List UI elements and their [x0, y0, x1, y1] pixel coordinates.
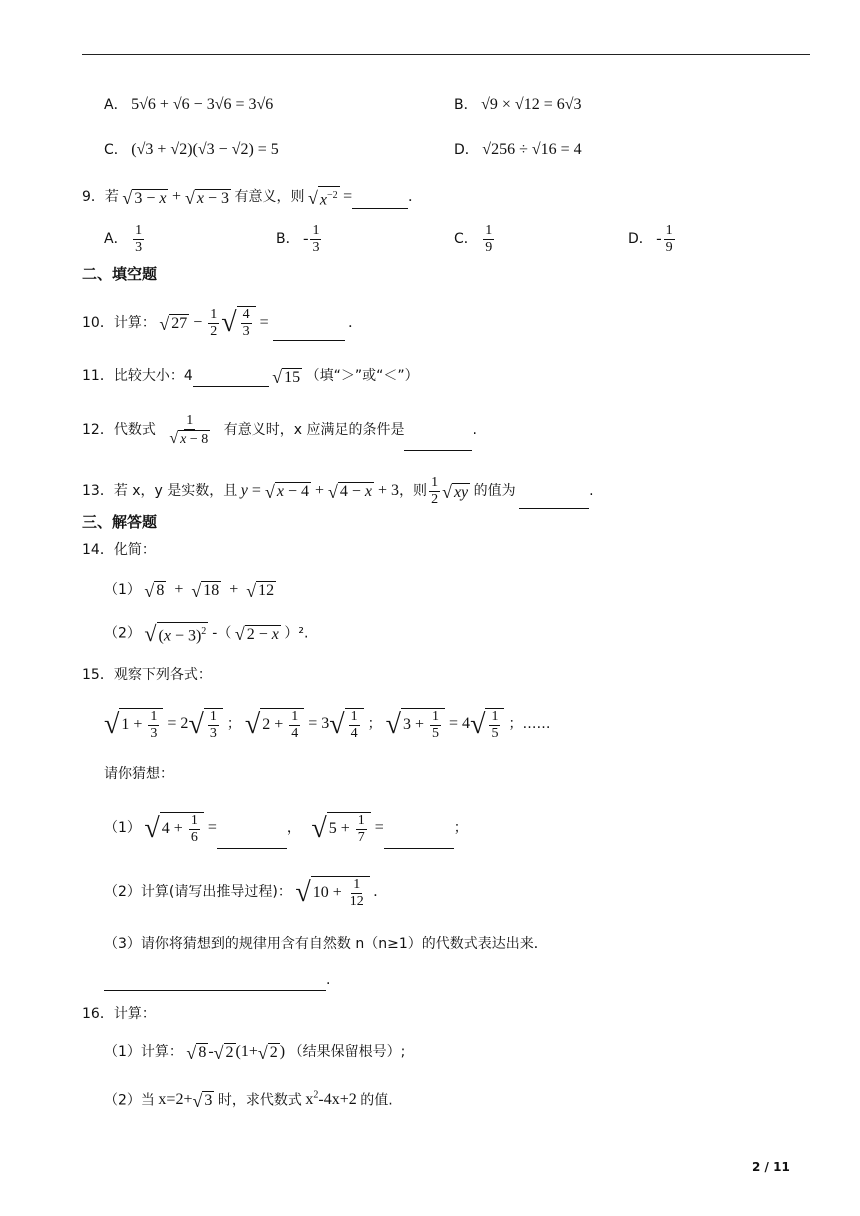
denominator: 9 — [485, 240, 493, 256]
header-rule — [82, 54, 810, 55]
q8-c-expr: (√3 + √2)(√3 − √2) = 5 — [131, 141, 279, 158]
option-label: B． — [276, 231, 300, 247]
option-label: D． — [628, 231, 653, 247]
ellipsis: …… — [522, 716, 551, 732]
q16-title: 16．计算： — [82, 1006, 156, 1022]
q12 — [82, 410, 477, 451]
line-end: . — [326, 972, 331, 988]
q16-end: 的值. — [360, 1092, 393, 1109]
option-label: C． — [104, 142, 128, 158]
q15-answer-line — [104, 970, 330, 991]
fraction — [133, 223, 144, 256]
sqrt-x-minus-3: √ x − 3 — [184, 188, 230, 208]
q8-a-expr: 5√6 + √6 − 3√6 = 3√6 — [131, 96, 274, 113]
q10-end: ． — [348, 315, 363, 331]
denominator: 3 — [312, 240, 320, 256]
q15-part1: （1） √ 4 + $\frac{1}{6}$ = ， √ 5 + $\frac{1}{7}$ = ； — [104, 808, 468, 849]
q15-p2-end: ． — [373, 884, 388, 900]
numerator: 1 — [312, 223, 320, 239]
option-label: A． — [104, 97, 128, 113]
sqrt-4-minus-x: √ 4 − x — [328, 481, 373, 502]
sqrt-x-neg2: √ $x^{-2}$ — [308, 187, 338, 209]
answer-blank — [193, 372, 269, 387]
sqrt-x-minus-4: √ x − 4 — [264, 481, 309, 502]
fraction-half: $\frac{1}{2}$ — [210, 306, 218, 339]
q13-number: 13．若 x，y 是实数，且 — [82, 483, 238, 499]
q12-number: 12．代数式 — [82, 422, 156, 438]
section-title-solve: 三、解答题 — [82, 513, 158, 531]
q15-part3: （3）请你将猜想到的规律用含有自然数 n（n≥1）的代数式表达出来． — [104, 936, 548, 952]
q8-option-d — [454, 140, 582, 161]
denominator: 9 — [665, 240, 673, 256]
q9-stem: 9．若 √ 3 − x + √ x − 3 有意义，则 √ $x^{-2}$ = . — [82, 187, 413, 209]
sqrt-4-plus-1-6: √ 4 + $\frac{1}{6}$ — [144, 808, 203, 848]
answer-blank — [217, 834, 287, 849]
sqrt-2: √ 2 — [213, 1042, 234, 1063]
comma: ， — [286, 820, 301, 836]
part-label: （1） — [104, 582, 141, 598]
q8-option-b — [454, 95, 582, 116]
option-label: D． — [454, 142, 479, 158]
q10: 10．计算： √ 27 − $\frac{1}{2}$ √ $\frac{4}{3}$ = ． — [82, 306, 363, 340]
q8-option-a — [104, 95, 273, 116]
answer-blank — [404, 436, 472, 451]
answer-blank — [384, 834, 454, 849]
semicolon: ； — [453, 820, 468, 836]
sqrt-expression: √ 2 + $\frac{1}{4}$ — [245, 704, 304, 744]
q9-eq: = — [343, 187, 353, 205]
q15-title: 15．观察下列各式： — [82, 667, 212, 683]
q13-mid: ，则 — [399, 483, 428, 499]
sqrt-xy: √ xy — [442, 482, 469, 503]
q14-title: 14．化简： — [82, 542, 156, 558]
answer-blank — [352, 194, 408, 209]
q9-option-b — [276, 222, 323, 257]
option-label: A． — [104, 231, 128, 247]
fraction — [310, 223, 321, 256]
q12-end: . — [472, 422, 477, 438]
option-label: C． — [454, 231, 478, 247]
q13-mid2: 的值为 — [473, 483, 516, 499]
q13-end: . — [589, 483, 594, 499]
part-label: （1） — [104, 820, 141, 836]
sqrt-27: √ 27 — [159, 313, 188, 334]
sqrt-expression: √ 3 + $\frac{1}{5}$ — [386, 704, 445, 744]
part-label: （1）计算： — [104, 1044, 183, 1060]
q9-number: 9．若 — [82, 188, 119, 205]
answer-blank — [104, 976, 326, 991]
sqrt-12: √ 12 — [246, 580, 275, 601]
q8-b-expr: √9 × √12 = 6√3 — [481, 96, 582, 113]
separator: ； — [226, 716, 241, 732]
sqrt-expression: √ 1 + $\frac{1}{3}$ — [104, 704, 163, 744]
sqrt-4-over-3: √ $\frac{4}{3}$ — [221, 306, 255, 340]
q9-end: . — [408, 187, 413, 205]
q15-guess: 请你猜想： — [104, 766, 174, 782]
q12-mid: 有意义时，x 应满足的条件是 — [223, 422, 405, 438]
q16-part2: （2）当 x=2+√ 3 时，求代数式 $x^2-4x+2$ 的值. — [104, 1090, 393, 1111]
q14-part2 — [104, 622, 308, 645]
q16-mid: 时，求代数式 — [217, 1092, 302, 1109]
q11-number: 11．比较大小：4 — [82, 368, 193, 384]
q11-end: （填“＞”或“＜”） — [305, 368, 419, 384]
option-sign: - — [303, 230, 309, 247]
numerator: 1 — [665, 223, 673, 239]
q13: 13．若 x，y 是实数，且 y = √ x − 4 + √ 4 − x + 3，则 $\frac{1}{2}$ √ xy 的值为 . — [82, 475, 594, 508]
answer-blank — [273, 326, 345, 341]
q10-number: 10．计算： — [82, 315, 156, 331]
answer-blank — [519, 494, 589, 509]
q9-option-d — [628, 222, 677, 257]
q15-part2 — [104, 872, 387, 913]
sqrt-expression: √ $\frac{1}{5}$ — [470, 704, 504, 744]
separator: ； — [367, 716, 382, 732]
sqrt-8: √ 8 — [144, 580, 165, 601]
sqrt-2-minus-x: √ 2 − x — [234, 624, 279, 645]
sqrt-15: √ 15 — [272, 367, 301, 388]
part-label: （2） — [104, 625, 141, 642]
q16-part1: （1）计算： √ 8 -√ 2 (1+√ 2 ) （结果保留根号）; — [104, 1042, 406, 1063]
option-sign: - — [656, 230, 662, 247]
sqrt-18: √ 18 — [191, 580, 220, 601]
q9-mid: 有意义，则 — [234, 188, 305, 205]
sqrt-2: √ 2 — [257, 1042, 278, 1063]
fraction — [664, 223, 675, 256]
sqrt-x-minus-3-squared: √ $(x - 3)^2$ — [144, 620, 207, 646]
q15-examples: √ 1 + $\frac{1}{3}$ = 2√ $\frac{1}{3}$ ； √ 2 + $\frac{1}{4}$ = 3√ $\frac{1}{4}$ ； √ 3 + $\frac{1}{5}$ = 4√ $\frac{1}{5}$ ；…… — [104, 704, 550, 744]
numerator: 1 — [485, 223, 493, 239]
part-label: （2）当 — [104, 1092, 155, 1109]
sqrt-expression: √ $\frac{1}{4}$ — [329, 704, 363, 744]
separator: ； — [508, 716, 523, 732]
page-number: 2 / 11 — [752, 1160, 790, 1174]
numerator: 1 — [135, 223, 143, 239]
sqrt-expression: √ $\frac{1}{3}$ — [188, 704, 222, 744]
fraction — [483, 223, 494, 256]
q14-p2-end: ）². — [284, 625, 309, 642]
denominator: 3 — [135, 240, 143, 256]
q14-p2-mid: -（ — [212, 625, 232, 642]
part-label: （2）计算(请写出推导过程)： — [104, 884, 292, 900]
q8-option-c — [104, 140, 279, 161]
sqrt-3-minus-x: √ 3 − x — [122, 188, 167, 208]
q14-part1: （1） √ 8 + √ 18 + √ 12 — [104, 580, 275, 601]
q9-option-a — [104, 222, 146, 257]
section-title-fill-in: 二、填空题 — [82, 265, 158, 283]
sqrt-3: √ 3 — [192, 1090, 213, 1111]
sqrt-5-plus-1-7: √ 5 + $\frac{1}{7}$ — [311, 808, 370, 848]
option-label: B． — [454, 97, 478, 113]
sqrt-8: √ 8 — [186, 1042, 207, 1063]
fraction-half: $\frac{1}{2}$ — [431, 475, 439, 508]
fraction-1-over-sqrt: $\frac{1}{√ x - 8}$ — [169, 412, 209, 448]
q8-d-expr: √256 ÷ √16 = 4 — [482, 141, 582, 158]
q9-option-c — [454, 222, 496, 257]
q16-note: （结果保留根号）; — [288, 1044, 406, 1060]
q11 — [82, 366, 419, 387]
sqrt-10-plus-1-12: √ 10 + $\frac{1}{12}$ — [295, 872, 369, 912]
